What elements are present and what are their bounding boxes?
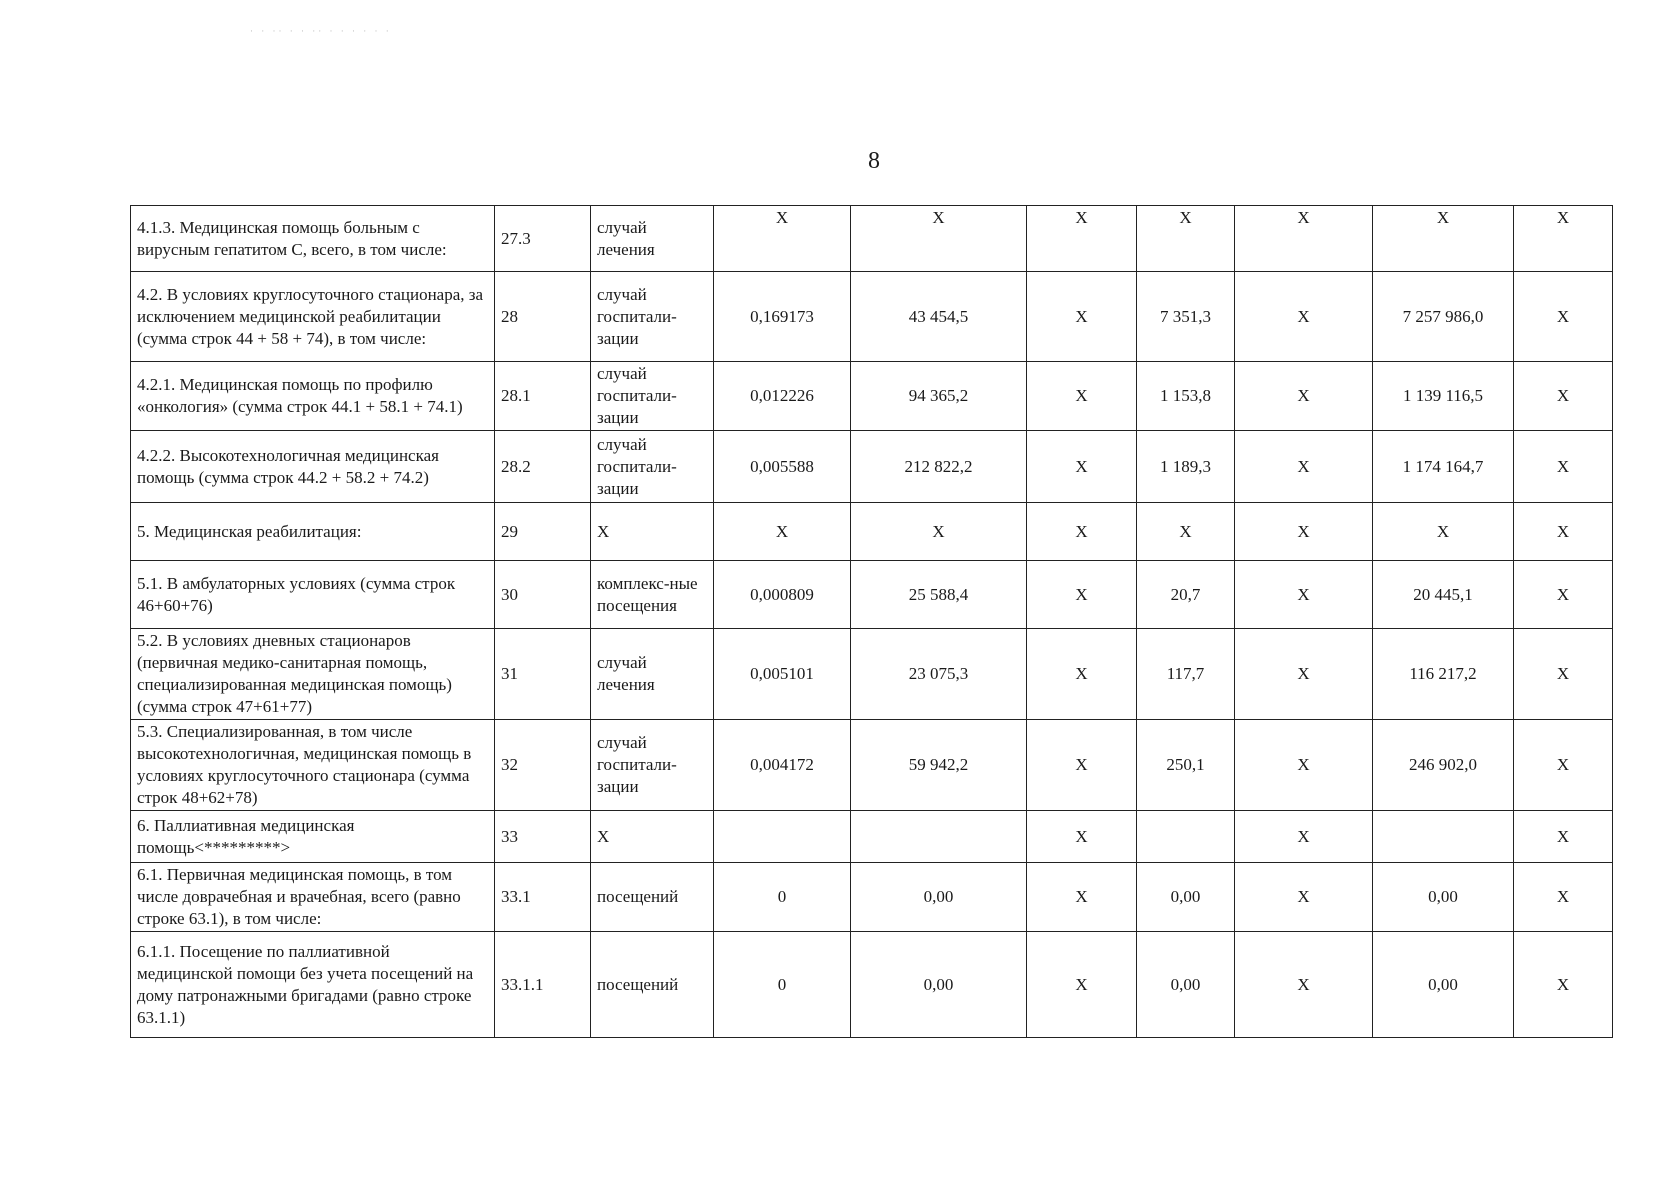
data-table (130, 205, 1613, 1038)
page-number: 8 (868, 148, 880, 174)
cell-rate: 0,005588 (714, 431, 851, 503)
row-description: 6.1. Первичная медицинская помощь, в том числе доврачебная и врачебная, всего (равно строке 63.1), в том числе: (131, 863, 495, 932)
cell-col10: Х (1514, 272, 1613, 362)
cell-per-capita: 20,7 (1137, 561, 1235, 629)
cell-col6: Х (1027, 863, 1137, 932)
cell-per-capita: 0,00 (1137, 863, 1235, 932)
cell-col10: Х (1514, 431, 1613, 503)
cell-col10: Х (1514, 720, 1613, 811)
cell-total: 7 257 986,0 (1373, 272, 1514, 362)
cell-cost: Х (851, 206, 1027, 272)
row-unit: комплекс-ные посещения (591, 561, 714, 629)
cell-cost: 0,00 (851, 932, 1027, 1038)
row-unit: Х (591, 503, 714, 561)
cell-rate (714, 811, 851, 863)
cell-rate: Х (714, 206, 851, 272)
cell-total: 1 139 116,5 (1373, 362, 1514, 431)
cell-per-capita: Х (1137, 206, 1235, 272)
cell-total: Х (1373, 206, 1514, 272)
row-description: 5.1. В амбулаторных условиях (сумма строк 46+60+76) (131, 561, 495, 629)
cell-per-capita: 250,1 (1137, 720, 1235, 811)
cell-cost: 43 454,5 (851, 272, 1027, 362)
cell-col8: Х (1235, 811, 1373, 863)
cell-col8: Х (1235, 362, 1373, 431)
cell-col6: Х (1027, 362, 1137, 431)
table-row (131, 503, 1613, 561)
table-row (131, 720, 1613, 811)
row-unit: случай госпитали-зации (591, 272, 714, 362)
row-unit: случай лечения (591, 629, 714, 720)
cell-col10: Х (1514, 863, 1613, 932)
row-unit: случай госпитали-зации (591, 362, 714, 431)
row-code: 31 (495, 629, 591, 720)
cell-col8: Х (1235, 503, 1373, 561)
row-description: 6. Паллиативная медицинская помощь<*********> (131, 811, 495, 863)
row-code: 29 (495, 503, 591, 561)
row-code: 32 (495, 720, 591, 811)
cell-col8: Х (1235, 863, 1373, 932)
table-row (131, 272, 1613, 362)
cell-total: 0,00 (1373, 932, 1514, 1038)
row-unit: случай лечения (591, 206, 714, 272)
cell-col8: Х (1235, 206, 1373, 272)
cell-cost (851, 811, 1027, 863)
cell-total: 246 902,0 (1373, 720, 1514, 811)
cell-col8: Х (1235, 272, 1373, 362)
cell-col10: Х (1514, 561, 1613, 629)
cell-cost: 25 588,4 (851, 561, 1027, 629)
row-description: 5. Медицинская реабилитация: (131, 503, 495, 561)
row-description: 6.1.1. Посещение по паллиативной медицинской помощи без учета посещений на дому патронажными бригадами (равно строке 63.1.1) (131, 932, 495, 1038)
cell-rate: Х (714, 503, 851, 561)
row-unit: случай госпитали-зации (591, 431, 714, 503)
cell-col8: Х (1235, 720, 1373, 811)
cell-per-capita: 117,7 (1137, 629, 1235, 720)
cell-total: Х (1373, 503, 1514, 561)
cell-per-capita: 0,00 (1137, 932, 1235, 1038)
cell-col6: Х (1027, 932, 1137, 1038)
cell-per-capita: 1 153,8 (1137, 362, 1235, 431)
cell-rate: 0,005101 (714, 629, 851, 720)
cell-col6: Х (1027, 561, 1137, 629)
cell-col10: Х (1514, 932, 1613, 1038)
cell-rate: 0,004172 (714, 720, 851, 811)
cell-col6: Х (1027, 431, 1137, 503)
row-unit: посещений (591, 932, 714, 1038)
table-row (131, 431, 1613, 503)
row-description: 5.2. В условиях дневных стационаров (первичная медико-санитарная помощь, специализированная медицинская помощь) (сумма строк 47+61+77) (131, 629, 495, 720)
cell-total: 116 217,2 (1373, 629, 1514, 720)
cell-col8: Х (1235, 932, 1373, 1038)
cell-rate: 0,012226 (714, 362, 851, 431)
scan-artifact: · · ·· · · ·· · · · · · · (250, 26, 392, 36)
cell-cost: 59 942,2 (851, 720, 1027, 811)
cell-col8: Х (1235, 561, 1373, 629)
cell-per-capita: 7 351,3 (1137, 272, 1235, 362)
row-code: 33.1.1 (495, 932, 591, 1038)
cell-total: 20 445,1 (1373, 561, 1514, 629)
cell-col6: Х (1027, 629, 1137, 720)
row-code: 28.1 (495, 362, 591, 431)
cell-col6: Х (1027, 272, 1137, 362)
row-code: 30 (495, 561, 591, 629)
cell-col6: Х (1027, 503, 1137, 561)
row-code: 33.1 (495, 863, 591, 932)
row-code: 27.3 (495, 206, 591, 272)
cell-cost: Х (851, 503, 1027, 561)
cell-rate: 0 (714, 863, 851, 932)
table-row (131, 561, 1613, 629)
cell-per-capita: 1 189,3 (1137, 431, 1235, 503)
cell-cost: 94 365,2 (851, 362, 1027, 431)
table-row (131, 629, 1613, 720)
table-row (131, 206, 1613, 272)
cell-col10: Х (1514, 629, 1613, 720)
cell-rate: 0 (714, 932, 851, 1038)
table-row (131, 811, 1613, 863)
row-description: 4.1.3. Медицинская помощь больным с вирусным гепатитом С, всего, в том числе: (131, 206, 495, 272)
cell-col10: Х (1514, 206, 1613, 272)
cell-rate: 0,169173 (714, 272, 851, 362)
cell-col10: Х (1514, 503, 1613, 561)
cell-per-capita: Х (1137, 503, 1235, 561)
cell-total: 1 174 164,7 (1373, 431, 1514, 503)
cell-col10: Х (1514, 811, 1613, 863)
row-code: 33 (495, 811, 591, 863)
row-unit: случай госпитали-зации (591, 720, 714, 811)
cell-per-capita (1137, 811, 1235, 863)
table-row (131, 863, 1613, 932)
row-code: 28.2 (495, 431, 591, 503)
cell-cost: 23 075,3 (851, 629, 1027, 720)
table-row (131, 362, 1613, 431)
cell-col6: Х (1027, 720, 1137, 811)
cell-col10: Х (1514, 362, 1613, 431)
row-unit: Х (591, 811, 714, 863)
row-unit: посещений (591, 863, 714, 932)
row-description: 4.2.2. Высокотехнологичная медицинская помощь (сумма строк 44.2 + 58.2 + 74.2) (131, 431, 495, 503)
table-row (131, 932, 1613, 1038)
row-description: 4.2. В условиях круглосуточного стационара, за исключением медицинской реабилитации (сумма строк 44 + 58 + 74), в том числе: (131, 272, 495, 362)
cell-rate: 0,000809 (714, 561, 851, 629)
cell-total (1373, 811, 1514, 863)
row-code: 28 (495, 272, 591, 362)
cell-cost: 212 822,2 (851, 431, 1027, 503)
table-body (131, 206, 1613, 1038)
cell-col8: Х (1235, 431, 1373, 503)
cell-col6: Х (1027, 811, 1137, 863)
cell-total: 0,00 (1373, 863, 1514, 932)
cell-col8: Х (1235, 629, 1373, 720)
row-description: 4.2.1. Медицинская помощь по профилю «онкология» (сумма строк 44.1 + 58.1 + 74.1) (131, 362, 495, 431)
row-description: 5.3. Специализированная, в том числе высокотехнологичная, медицинская помощь в условиях круглосуточного стационара (сумма строк 48+62+78) (131, 720, 495, 811)
cell-col6: Х (1027, 206, 1137, 272)
cell-cost: 0,00 (851, 863, 1027, 932)
